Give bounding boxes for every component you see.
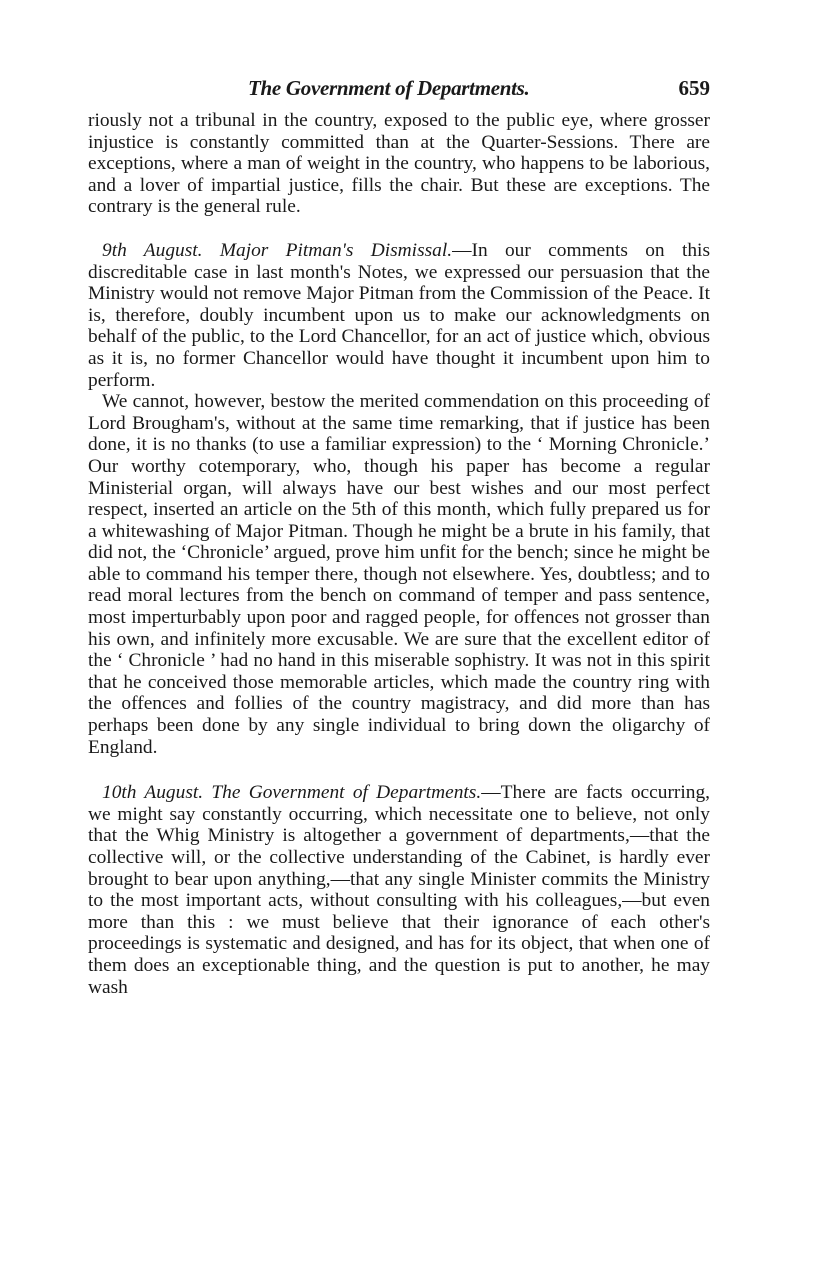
paragraph-text: riously not a tribunal in the country, exposed to the public eye, where grosser injustice is constantly committed than at the Quarter-Sessions. There are exceptions, where a man of weight in the country, who happens to be laborious, and a lover of impartial justice, fills the chair. But these are exceptions. The contrary is the general rule.: [88, 110, 710, 218]
paragraph-text: —There are facts occurring, we might say constantly occurring, which necessitate one to believe, not only that the Whig Ministry is altogether a government of departments,—that the collective will, or the collective understanding of the Cabinet, is hardly ever brought to bear upon anything,—that any single Minister commits the Ministry to the most important acts, without consulting with his colleagues,—but even more than this : we must believe that their ignorance of each other's proceedings is systematic and designed, and has for its object, that when one of them does an exceptionable thing, and the question is put to another, he may wash: [88, 782, 711, 998]
entry-topic: The Government of Departments.: [211, 782, 482, 804]
entry-date: 10th August.: [102, 782, 204, 804]
entry-topic: Major Pitman's Dismissal.: [219, 239, 453, 261]
paragraph-text: We cannot, however, bestow the merited commendation on this proceeding of Lord Brougham's, without at the same time remarking, that if justice has been done, it is no thanks (to use a familiar expression) to the ‘ Morning Chronicle.’ Our worthy cotemporary, who, though his paper has become a regular Ministerial organ, will always have our best wishes and our most perfect respect, inserted an article on the 5th of this month, which fully prepared us for a whitewashing of Major Pitman. Though he might be a brute in his family, that did not, the ‘Chronicle’ argued, prove him unfit for the bench; since he might be able to command his temper there, though not elsewhere. Yes, doubtless; and to read moral lectures from the bench on command of temper and pass sentence, most imperturbably upon poor and ragged people, for offences not grosser than his own, and infinitely more excusable. We are sure that the excellent editor of the ‘ Chronicle ’ had no hand in this miserable sophistry. It was not in this spirit that he conceived those memorable articles, which made the country ring with the offences and follies of the country magistracy, and did more than has perhaps been done by any single individual to bring down the oligarchy of England.: [88, 391, 710, 758]
paragraph-morning-chronicle: [88, 391, 710, 758]
page-number: 659: [678, 76, 710, 100]
paragraph-gap: [88, 218, 710, 240]
entry-date: 9th August.: [102, 239, 203, 261]
running-title: The Government of Departments.: [248, 76, 530, 100]
paragraph-gap: [88, 758, 710, 782]
page-header: [88, 70, 710, 110]
paragraph-continuation: [88, 110, 710, 218]
paragraph-pitman-dismissal: [88, 240, 710, 391]
paragraph-text: —In our comments on this discreditable case in last month's Notes, we expressed our persuasion that the Ministry would not remove Major Pitman from the Commission of the Peace. It is, therefore, doubly incumbent upon us to make our acknowledgments on behalf of the public, to the Lord Chancellor, for an act of justice which, obvious as it is, no former Chancellor would have thought it incumbent upon him to perform.: [88, 239, 710, 391]
page: [88, 70, 710, 998]
paragraph-government-of-departments: [88, 782, 710, 998]
